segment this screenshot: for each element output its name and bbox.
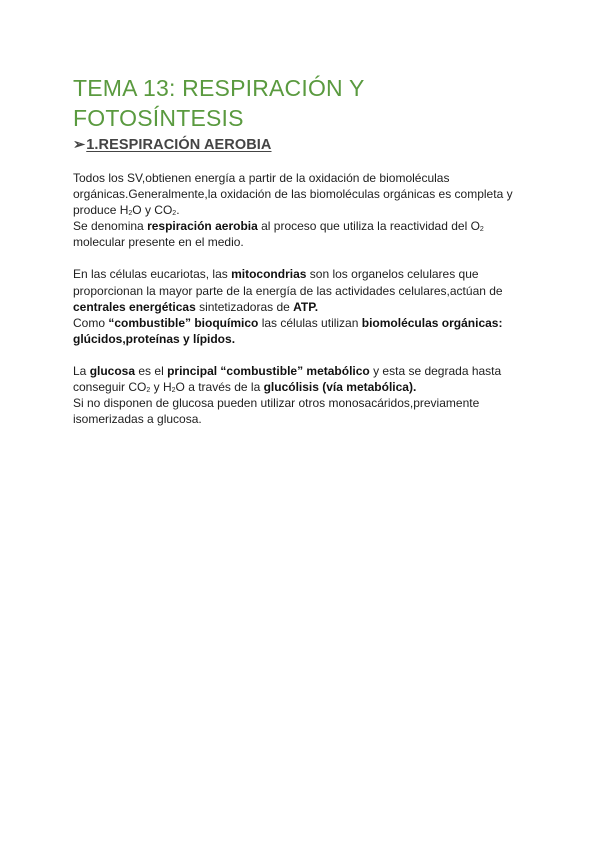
bold-term: principal “combustible” metabólico: [167, 363, 370, 378]
text-span: Si no disponen de glucosa pueden utilizar otros monosacáridos,previamente isomerizadas a glucosa.: [73, 396, 480, 427]
page-title: [73, 73, 533, 133]
section-heading: [73, 137, 272, 153]
text-span: al proceso que utiliza la reactividad del O: [257, 219, 480, 234]
bold-term: centrales energéticas: [73, 299, 196, 314]
title-line-2: FOTOSÍNTESIS: [73, 105, 244, 131]
bold-term: glucosa: [89, 363, 136, 378]
text-span: La: [73, 363, 90, 378]
text-span: .: [176, 203, 180, 218]
bold-term: “combustible” bioquímico: [108, 315, 259, 330]
paragraph-monosaccharides: [73, 395, 533, 427]
paragraph-definition: [73, 218, 533, 250]
bold-term: ATP.: [293, 299, 319, 314]
subscript: 2: [172, 210, 177, 218]
paragraph-mitochondria: [73, 266, 533, 314]
text-span: O a través de la: [175, 380, 264, 395]
paragraph-gap: [73, 347, 533, 363]
text-span: Se denomina: [73, 219, 148, 234]
text-span: molecular presente en el medio.: [73, 235, 244, 250]
body-text: [73, 170, 533, 427]
text-span: y esta se degrada hasta conseguir CO: [73, 363, 502, 395]
subscript: 2: [128, 210, 133, 218]
text-span: O y CO: [132, 203, 173, 218]
bold-term: biomoléculas orgánicas: glúcidos,proteínas y lípidos.: [73, 315, 503, 346]
text-span: En las células eucariotas, las: [73, 267, 232, 282]
arrow-bullet-icon: ➢: [73, 137, 86, 153]
text-span: Como: [73, 315, 109, 330]
text-span: y H: [150, 380, 172, 395]
text-span: es el: [135, 363, 168, 378]
subscript: 2: [479, 226, 484, 234]
bold-term: glucólisis (vía metabólica).: [263, 380, 417, 395]
paragraph-fuel: [73, 315, 533, 347]
subscript: 2: [171, 387, 176, 395]
text-span: sintetizadoras de: [195, 299, 294, 314]
text-span: son los organelos celulares que proporcionan la mayor parte de la energía de las actividades celulares,actúan de: [73, 267, 503, 298]
paragraph-gap: [73, 250, 533, 266]
text-span: las células utilizan: [258, 315, 362, 330]
title-line-1: TEMA 13: RESPIRACIÓN Y: [73, 75, 365, 101]
subscript: 2: [146, 387, 151, 395]
paragraph-oxidation: [73, 170, 533, 218]
text-span: Todos los SV,obtienen energía a partir de la oxidación de biomoléculas orgánicas.Generalmente,la oxidación de las biomoléculas orgánicas es completa y produce H: [73, 171, 513, 218]
bold-term: mitocondrias: [231, 267, 307, 282]
paragraph-glucose: [73, 363, 533, 395]
section-heading-text: 1.RESPIRACIÓN AEROBIA: [86, 137, 272, 153]
bold-term: respiración aerobia: [147, 219, 258, 234]
